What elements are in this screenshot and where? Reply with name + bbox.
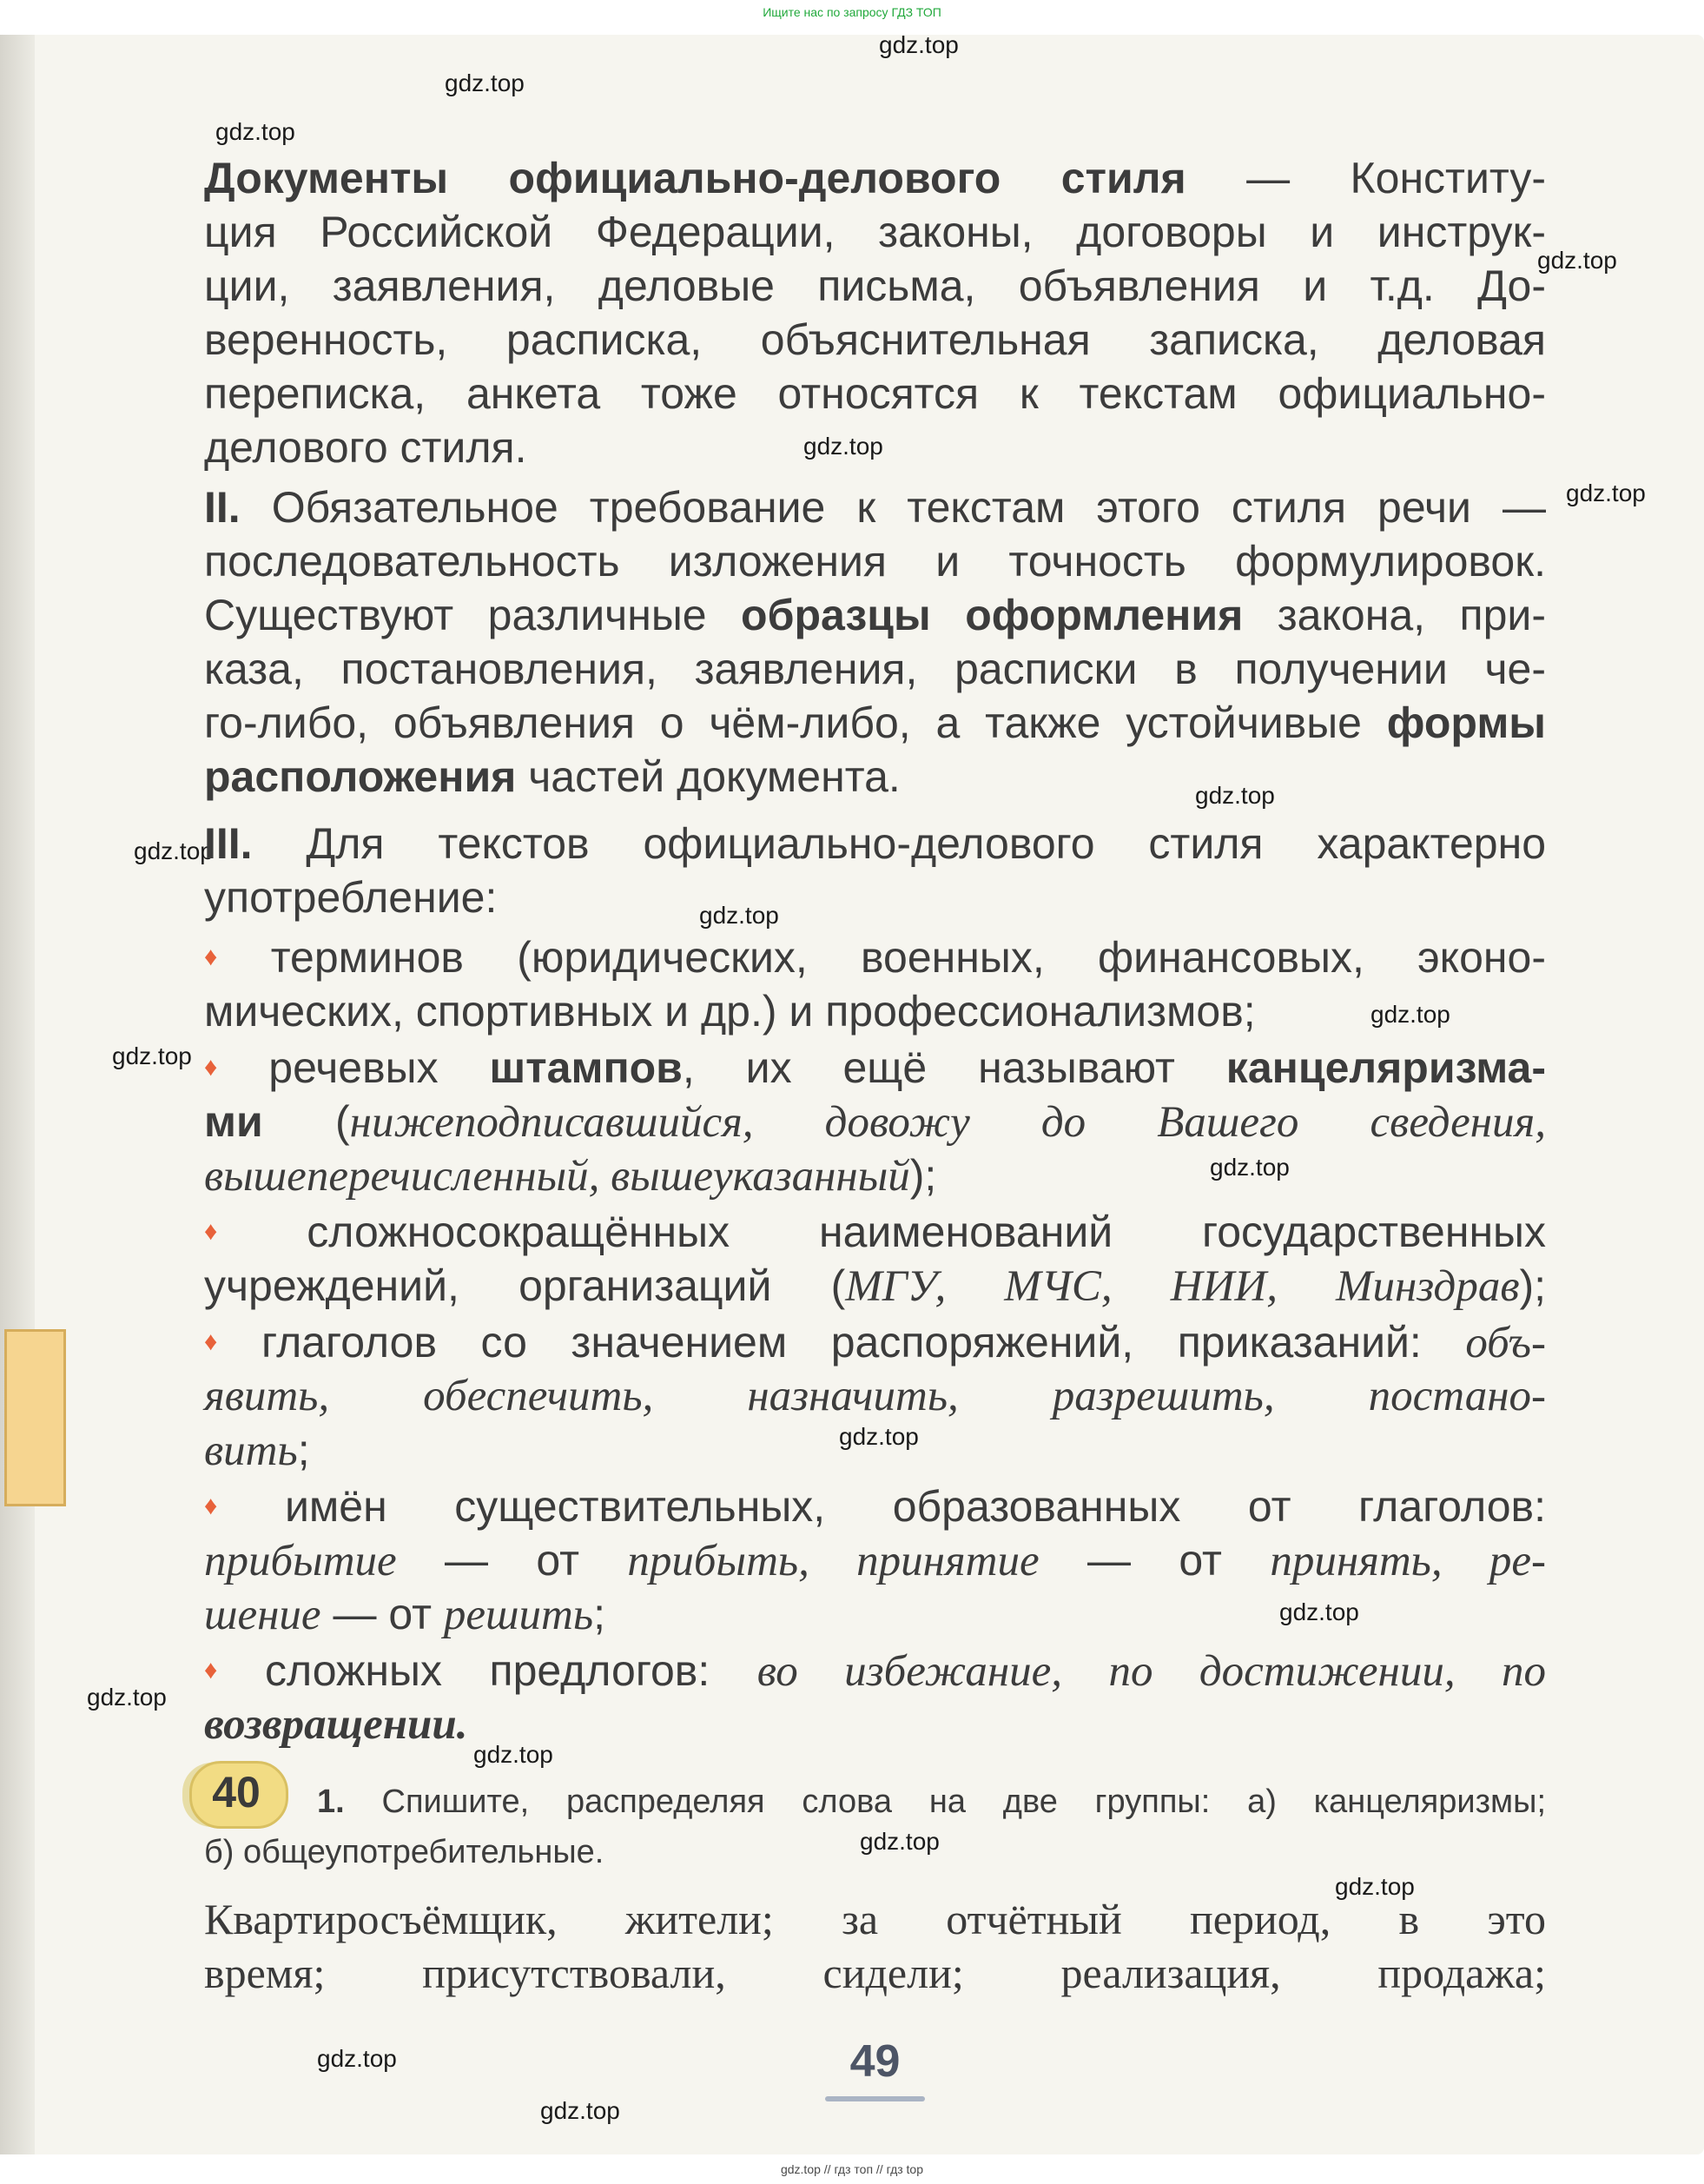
text-span: речевых (268, 1043, 490, 1092)
bullet-diamond-icon: ♦ (204, 1492, 273, 1520)
bullet-diamond-icon: ♦ (204, 1656, 253, 1684)
term-bold: штампов (489, 1043, 683, 1092)
text-span: ; (593, 1590, 605, 1638)
section-number: III. (204, 819, 253, 868)
term-bold: образцы оформления (741, 591, 1244, 639)
watermark: gdz.top (1195, 782, 1275, 809)
bullet-line (204, 1479, 1546, 1533)
bullet-line (204, 1095, 1546, 1149)
watermark: gdz.top (1279, 1598, 1359, 1625)
text-span: Спишите, распределяя слова на две группы: а) канцеляризмы; (344, 1784, 1546, 1820)
watermark: gdz.top (215, 118, 295, 145)
term-bold: формы (1386, 698, 1546, 747)
bullet-line (204, 1533, 1546, 1588)
page-number-underline (825, 2096, 925, 2101)
bullet-line (204, 1315, 1546, 1370)
watermark: gdz.top (134, 837, 214, 864)
page-number: 49 (849, 2036, 901, 2087)
bullet-diamond-icon: ♦ (204, 1327, 249, 1356)
section-number: II. (204, 483, 241, 532)
watermark: gdz.top (1537, 247, 1617, 274)
body-line (204, 480, 1546, 534)
task-line: б) общеупотребительные. (204, 1834, 604, 1870)
text-span: имён существительных, образованных от глаголов: (284, 1482, 1547, 1531)
text-span: , их ещё называют (682, 1043, 1226, 1092)
body-line (204, 151, 1546, 205)
example-italic: во избежание, по достижении, по (756, 1647, 1546, 1696)
example-italic: вить (204, 1426, 298, 1475)
page-side-tab (4, 1329, 66, 1506)
body-line: ции, заявления, деловые письма, объявления и т.д. До- (204, 261, 1546, 310)
footer-links[interactable]: gdz.top // гдз топ // гдз top (780, 2162, 924, 2176)
watermark: gdz.top (87, 1684, 167, 1711)
watermark: gdz.top (1335, 1873, 1415, 1900)
watermark: gdz.top (112, 1042, 192, 1069)
text-span: учреждений, организаций ( (204, 1261, 846, 1310)
exercise-text-line: время; присутствовали, сидели; реализация, продажа; (204, 1949, 1546, 1997)
bullet-line (204, 1644, 1546, 1698)
watermark: gdz.top (699, 902, 779, 929)
watermark: gdz.top (860, 1828, 940, 1855)
body-line: переписка, анкета тоже относятся к текстам официально- (204, 369, 1546, 418)
body-line: делового стиля. (204, 423, 527, 472)
text-span: Существуют различные (204, 591, 742, 639)
term-bold: ми (204, 1097, 263, 1146)
bullet-line: мических, спортивных и др.) и профессионализмов; (204, 987, 1256, 1036)
bullet-line (204, 1587, 1546, 1642)
term-bold: расположения (204, 752, 517, 801)
term-bold: канцеляризма- (1225, 1043, 1546, 1092)
exercise-text-line: Квартиросъёмщик, жители; за отчётный период, в это (204, 1895, 1546, 1943)
bullet-line (204, 1148, 1546, 1203)
text-span: ; (297, 1426, 310, 1474)
example-italic: объ- (1465, 1319, 1547, 1367)
example-italic: прибытие (204, 1537, 397, 1585)
text-span: ( (262, 1097, 350, 1146)
text-span: терминов (юридических, военных, финансовых, эконо- (270, 933, 1546, 982)
watermark: gdz.top (317, 2045, 397, 2072)
bullet-line: возвращении. (204, 1700, 468, 1749)
bullet-line (204, 930, 1546, 984)
body-line: веренность, расписка, объяснительная записка, деловая (204, 315, 1546, 364)
watermark: gdz.top (445, 69, 525, 96)
bullet-line (204, 1041, 1546, 1095)
body-line: употребление: (204, 873, 498, 922)
search-hint-link[interactable]: Ищите нас по запросу ГДЗ ТОП (763, 5, 941, 19)
example-italic: МГУ, МЧС, НИИ, Минздрав (845, 1262, 1520, 1311)
task-line (317, 1781, 1546, 1823)
text-span: сложносокращённых наименований государственных (307, 1208, 1546, 1256)
watermark: gdz.top (1566, 480, 1646, 506)
text-span: закона, при- (1243, 591, 1546, 639)
bullet-diamond-icon: ♦ (204, 943, 259, 971)
example-italic: вышеперечисленный, вышеуказанный (204, 1152, 910, 1201)
body-line (204, 588, 1546, 642)
watermark: gdz.top (473, 1741, 553, 1768)
text-span: го-либо, объявления о чём-либо, а также устойчивые (204, 698, 1387, 747)
watermark: gdz.top (839, 1423, 919, 1450)
body-line (204, 696, 1546, 750)
text-span: ); (909, 1151, 937, 1200)
body-line: каза, постановления, заявления, расписки в получении че- (204, 645, 1546, 693)
text-span: — от (320, 1590, 444, 1638)
task-number: 1. (317, 1784, 345, 1820)
watermark: gdz.top (803, 433, 883, 460)
body-line (204, 750, 1546, 804)
example-italic: принять, ре- (1270, 1537, 1546, 1585)
bullet-diamond-icon: ♦ (204, 1217, 295, 1246)
example-italic: нижеподписавшийся, довожу до Вашего сведения, (349, 1098, 1547, 1147)
text-span: — от (1039, 1536, 1271, 1585)
text-span: Для текстов официально-делового стиля характерно (252, 819, 1546, 868)
text-span: частей документа. (516, 752, 901, 801)
bullet-line (204, 1423, 1546, 1478)
body-line (204, 817, 1546, 870)
bullet-line (204, 1259, 1546, 1314)
example-italic: прибыть, принятие (627, 1537, 1040, 1585)
bullet-line: явить, обеспечить, назначить, разрешить, постано- (204, 1372, 1546, 1420)
page-gutter (0, 35, 35, 2154)
exercise-number: 40 (212, 1768, 261, 1817)
text-span: Обязательное требование к текстам этого стиля речи — (240, 483, 1546, 532)
text-span: — Конститу- (1186, 154, 1546, 202)
text-span: сложных предлогов: (264, 1646, 757, 1695)
term-bold: Документы официально-делового стиля (204, 154, 1186, 202)
bullet-line (204, 1205, 1546, 1259)
body-line: последовательность изложения и точность формулировок. (204, 537, 1546, 586)
watermark: gdz.top (879, 31, 959, 58)
watermark: gdz.top (1210, 1154, 1290, 1181)
text-span: глаголов со значением распоряжений, приказаний: (261, 1318, 1466, 1367)
watermark: gdz.top (540, 2097, 620, 2124)
text-span: ); (1519, 1261, 1546, 1310)
example-italic: решить (443, 1591, 594, 1639)
bullet-diamond-icon: ♦ (204, 1053, 257, 1082)
watermark: gdz.top (1370, 1001, 1450, 1028)
text-span: — от (396, 1536, 628, 1585)
body-line: ция Российской Федерации, законы, договоры и инструк- (204, 208, 1546, 256)
example-italic: шение (204, 1591, 321, 1639)
